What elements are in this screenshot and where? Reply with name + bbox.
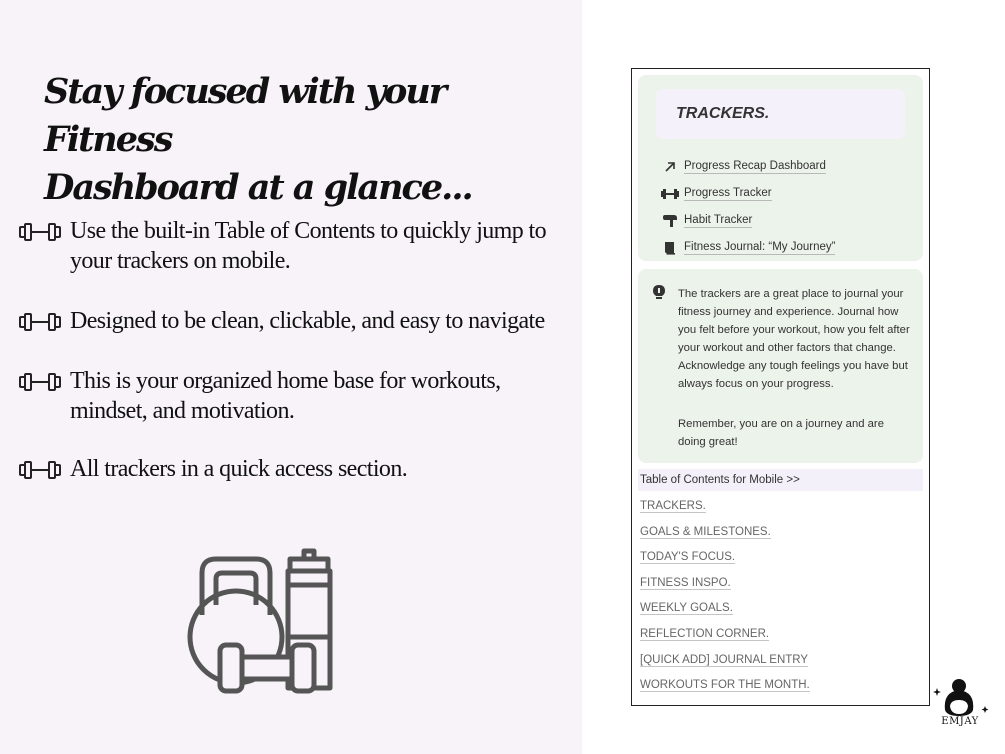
trackers-links xyxy=(660,153,835,261)
dumbbell-icon xyxy=(18,311,62,333)
feature-text-line-1: All trackers in a quick access section. xyxy=(70,456,408,482)
trackers-card xyxy=(638,75,923,261)
hand-pointer-icon xyxy=(660,214,680,228)
kettlebell-bottle-dumbbell-icon xyxy=(182,545,338,695)
toc-item-quick-add-journal[interactable]: [QUICK ADD] JOURNAL ENTRY xyxy=(640,653,809,666)
toc-item-reflection-corner[interactable]: REFLECTION CORNER. xyxy=(640,627,770,640)
feature-text-line-1: Use the built-in Table of Contents to quickly jump to xyxy=(70,218,547,244)
link-fitness-journal[interactable] xyxy=(660,234,835,261)
toc-item-todays-focus[interactable]: TODAY'S FOCUS. xyxy=(640,551,736,564)
toc-item-goals-milestones[interactable]: GOALS & MILESTONES. xyxy=(640,525,771,538)
arrow-up-right-icon xyxy=(660,161,680,173)
link-label: Habit Tracker xyxy=(684,214,753,226)
trackers-title: TRACKERS. xyxy=(656,89,905,139)
toc-header: Table of Contents for Mobile >> xyxy=(638,469,923,491)
feature-text-line-1: This is your organized home base for workouts, xyxy=(70,368,501,394)
link-progress-tracker[interactable] xyxy=(660,180,835,207)
feature-item xyxy=(18,306,574,336)
headline xyxy=(44,68,564,212)
feature-list xyxy=(18,216,574,484)
headline-line-2: Dashboard at a glance... xyxy=(44,167,472,208)
dumbbell-icon xyxy=(660,188,680,200)
link-progress-recap-dashboard[interactable] xyxy=(660,153,835,180)
callout-text: The trackers are a great place to journal your fitness journey and experience. Journal how you felt before your workout, how you felt after your workout and other factors that change. Acknowledge any tough feelings you have but always focus on your progress. xyxy=(678,288,910,390)
toc-item-workouts-month[interactable]: WORKOUTS FOR THE MONTH. xyxy=(640,679,810,692)
dumbbell-icon xyxy=(18,221,62,243)
feature-item xyxy=(18,216,574,276)
toc-item-fitness-inspo[interactable]: FITNESS INSPO. xyxy=(640,576,731,589)
link-habit-tracker[interactable] xyxy=(660,207,835,234)
feature-text-line-2: your trackers on mobile. xyxy=(70,248,291,274)
feature-text-line-2: mindset, and motivation. xyxy=(70,398,295,424)
mobile-preview xyxy=(631,68,930,706)
dumbbell-icon xyxy=(18,371,62,393)
headline-line-1: Stay focused with your Fitness xyxy=(44,71,446,160)
feature-text-line-1: Designed to be clean, clickable, and easy to navigate xyxy=(70,308,545,334)
toc-item-weekly-goals[interactable]: WEEKLY GOALS. xyxy=(640,602,733,615)
dumbbell-icon xyxy=(18,459,62,481)
book-icon xyxy=(660,241,680,255)
link-label: Progress Recap Dashboard xyxy=(684,160,826,172)
feature-item xyxy=(18,366,574,426)
toc-item-trackers[interactable]: TRACKERS. xyxy=(640,500,706,512)
link-label: Progress Tracker xyxy=(684,187,772,199)
link-label: Fitness Journal: “My Journey” xyxy=(684,241,836,253)
callout-card xyxy=(638,269,923,463)
lightbulb-icon xyxy=(652,284,666,300)
toc-list xyxy=(640,499,810,704)
emjay-logo xyxy=(933,676,993,736)
logo-text: EMJAY xyxy=(941,716,979,727)
feature-item xyxy=(18,454,574,484)
callout-text-2: Remember, you are on a journey and are doing great! xyxy=(678,418,884,448)
